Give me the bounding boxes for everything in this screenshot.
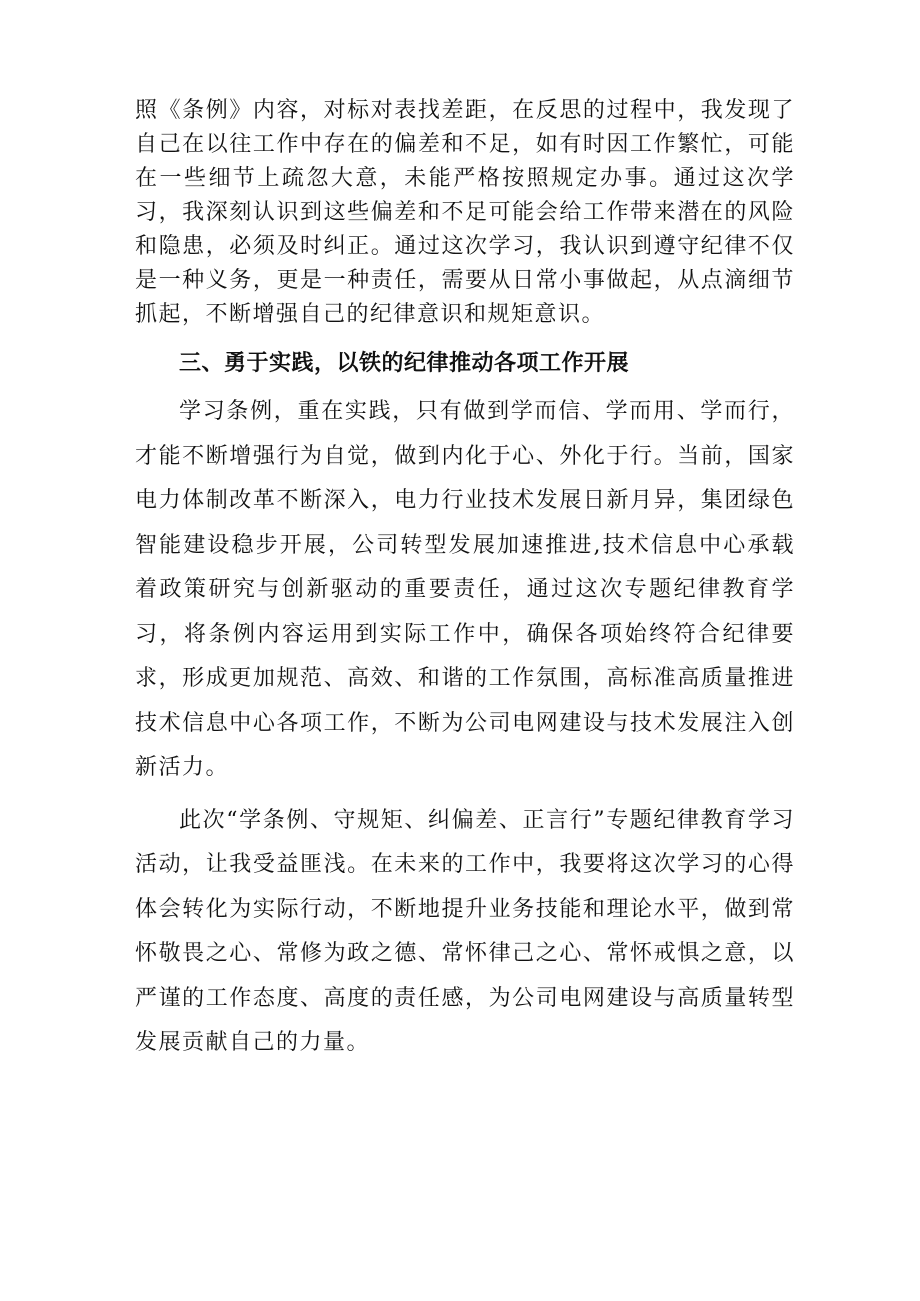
paragraph-practice: 学习条例，重在实践，只有做到学而信、学而用、学而行，才能不断增强行为自觉，做到内化于心、外化于行。当前，国家电力体制改革不断深入，电力行业技术发展日新月异，集团绿色智能建设稳步开展，公司转型发展加速推进,技术信息中心承载着政策研究与创新驱动的重要责任，通过这次专题纪律教育学习，将条例内容运用到实际工作中，确保各项始终符合纪律要求，形成更加规范、高效、和谐的工作氛围，高标准高质量推进技术信息中心各项工作，不断为公司电网建设与技术发展注入创新活力。 [135, 399, 795, 780]
spacer [135, 332, 795, 344]
spacer [135, 791, 795, 799]
section-heading: 三、勇于实践，以铁的纪律推动各项工作开展 [179, 351, 630, 376]
paragraph-continuation: 照《条例》内容，对标对表找差距，在反思的过程中，我发现了自己在以往工作中存在的偏差和不足，如有时因工作繁忙，可能在一些细节上疏忽大意，未能严格按照规定办事。通过这次学习，我深刻认识到这些偏差和不足可能会给工作带来潜在的风险和隐患，必须及时纠正。通过这次学习，我认识到遵守纪律不仅是一种义务，更是一种责任，需要从日常小事做起，从点滴细节抓起，不断增强自己的纪律意识和规矩意识。 [135, 98, 795, 327]
paragraph-conclusion: 此次“学条例、守规矩、纠偏差、正言行”专题纪律教育学习活动，让我受益匪浅。在未来的工作中，我要将这次学习的心得体会转化为实际行动，不断地提升业务技能和理论水平，做到常怀敬畏之心、常修为政之德、常怀律己之心、常怀戒惧之意，以严谨的工作态度、高度的责任感，为公司电网建设与高质量转型发展贡献自己的力量。 [135, 807, 795, 1055]
document-body [135, 94, 795, 1066]
